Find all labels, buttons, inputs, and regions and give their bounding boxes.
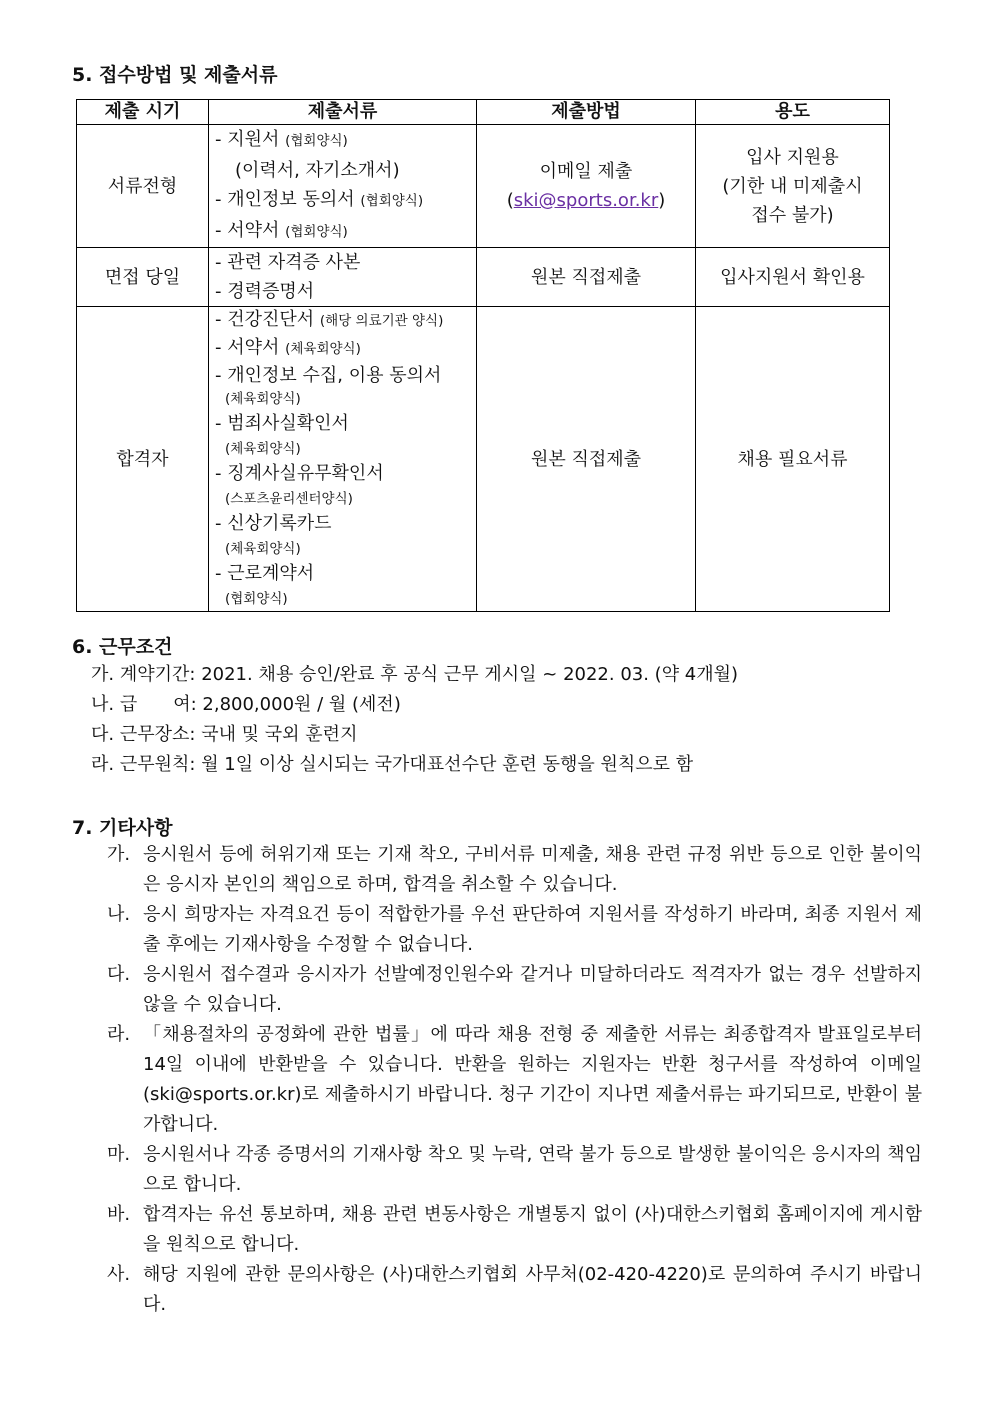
doc-item: - 개인정보 수집, 이용 동의서 (215, 365, 442, 386)
table-header-row (77, 100, 890, 125)
doc-item: - 지원서 (협회양식) (215, 129, 348, 150)
row-purpose: 입사지원서 확인용 (696, 248, 890, 307)
list-item: 나. 응시 희망자는 자격요건 등이 적합한가를 우선 판단하여 지원서를 작성하기 바라며, 최종 지원서 제출 후에는 기재사항을 수정할 수 없습니다. (107, 904, 922, 955)
list-item: 다. 응시원서 접수결과 응시자가 선발예정인원수와 같거나 미달하더라도 적격자가 없는 경우 선발하지 않을 수 있습니다. (107, 964, 922, 1015)
row-documents (209, 125, 477, 248)
doc-item: - 신상기록카드 (215, 513, 332, 534)
list-item: 가. 응시원서 등에 허위기재 또는 기재 착오, 구비서류 미제출, 채용 관련 규정 위반 등으로 인한 불이익은 응시자 본인의 책임으로 하며, 합격을 취소할 수 있습니다. (107, 844, 922, 895)
doc-item-sub: (이력서, 자기소개서) (235, 160, 400, 181)
header-documents: 제출서류 (209, 100, 477, 125)
doc-item: - 건강진단서 (해당 의료기관 양식) (215, 309, 444, 330)
header-timing: 제출 시기 (77, 100, 209, 125)
doc-note: (체육회양식) (225, 541, 301, 557)
list-item: 바. 합격자는 유선 통보하며, 채용 관련 변동사항은 개별통지 없이 (사)대한스키협회 홈페이지에 게시함을 원칙으로 합니다. (107, 1204, 922, 1255)
doc-note: (협회양식) (225, 591, 288, 607)
row-purpose: 입사 지원용 (기한 내 미제출시 접수 불가) (696, 125, 890, 248)
table-row (77, 307, 890, 612)
list-item: 사. 해당 지원에 관한 문의사항은 (사)대한스키협회 사무처(02-420-4220)로 문의하여 주시기 바랍니다. (107, 1264, 922, 1315)
list-item: 마. 응시원서나 각종 증명서의 기재사항 착오 및 누락, 연락 불가 등으로 발생한 불이익은 응시자의 책임으로 합니다. (107, 1144, 922, 1195)
condition-item: 다. 근무장소: 국내 및 국외 훈련지 (91, 724, 358, 745)
submission-table (76, 99, 890, 612)
doc-item: - 서약서 (체육회양식) (215, 337, 361, 358)
doc-note: (체육회양식) (225, 391, 301, 407)
doc-item: - 징계사실유무확인서 (215, 463, 384, 484)
header-purpose: 용도 (696, 100, 890, 125)
doc-item: - 서약서 (협회양식) (215, 220, 348, 241)
row-timing: 서류전형 (77, 125, 209, 248)
header-method: 제출방법 (477, 100, 696, 125)
condition-item: 나. 급 여: 2,800,000원 / 월 (세전) (91, 694, 401, 715)
row-timing: 합격자 (77, 307, 209, 612)
condition-item: 라. 근무원칙: 월 1일 이상 실시되는 국가대표선수단 훈련 동행을 원칙으로 함 (91, 754, 694, 775)
doc-note: (스포츠윤리센터양식) (225, 491, 353, 507)
row-documents (209, 248, 477, 307)
table-row (77, 125, 890, 248)
doc-item: - 범죄사실확인서 (215, 413, 349, 434)
email-link[interactable]: ski@sports.or.kr (513, 190, 659, 211)
doc-item: - 개인정보 동의서 (협회양식) (215, 189, 424, 210)
row-purpose: 채용 필요서류 (696, 307, 890, 612)
condition-item: 가. 계약기간: 2021. 채용 승인/완료 후 공식 근무 게시일 ~ 2022. 03. (약 4개월) (91, 664, 739, 685)
row-method: 이메일 제출 (ski@sports.or.kr) (477, 125, 696, 248)
doc-item: - 관련 자격증 사본 (215, 252, 361, 273)
doc-item: - 근로계약서 (215, 563, 315, 584)
row-method: 원본 직접제출 (477, 248, 696, 307)
list-item: 라. 「채용절차의 공정화에 관한 법률」에 따라 채용 전형 중 제출한 서류는 최종합격자 발표일로부터 14일 이내에 반환받을 수 있습니다. 반환을 원하는 지원자는 반환 청구서를 작성하여 이메일(ski@sports.or.kr)로 제출하시기 바랍니다. 청구 기간이 지나면 제출서류는 파기되므로, 반환이 불가합니다. (107, 1024, 922, 1135)
row-timing: 면접 당일 (77, 248, 209, 307)
section5-title: 5. 접수방법 및 제출서류 (72, 64, 278, 86)
doc-note: (체육회양식) (225, 441, 301, 457)
table-row (77, 248, 890, 307)
row-documents (209, 307, 477, 612)
notes-list (107, 840, 922, 1320)
row-method: 원본 직접제출 (477, 307, 696, 612)
section6-title: 6. 근무조건 (72, 636, 173, 658)
doc-item: - 경력증명서 (215, 281, 315, 302)
section7-title: 7. 기타사항 (72, 817, 173, 839)
